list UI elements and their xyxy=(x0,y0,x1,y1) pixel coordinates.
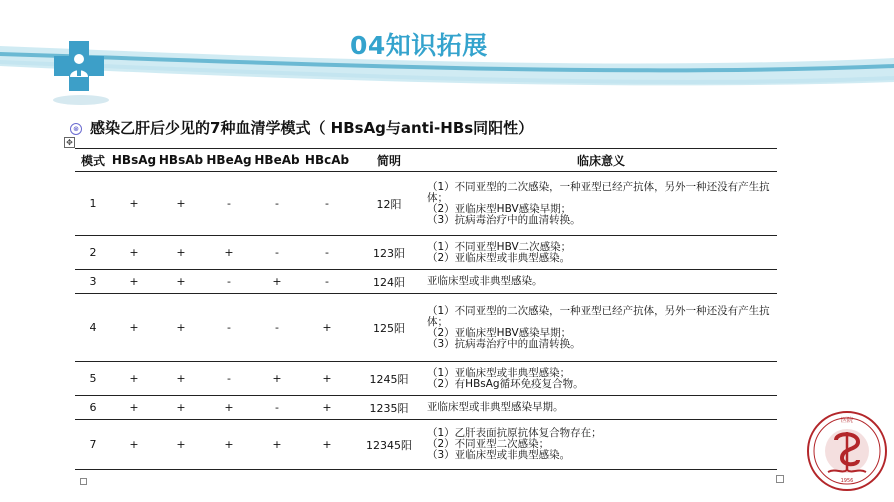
marker-cell: + xyxy=(301,362,353,396)
marker-cell: + xyxy=(111,396,157,420)
code-cell: 1235阳 xyxy=(353,396,425,420)
meaning-line: （2）亚临床型或非典型感染。 xyxy=(427,251,571,264)
marker-cell: + xyxy=(111,420,157,470)
code-cell: 125阳 xyxy=(353,294,425,362)
marker-cell: - xyxy=(205,270,253,294)
mode-cell: 5 xyxy=(75,362,111,396)
marker-cell: + xyxy=(205,420,253,470)
meaning-line: （2）有HBsAg循环免疫复合物。 xyxy=(427,377,584,390)
meaning-cell xyxy=(425,362,777,396)
table-row xyxy=(75,294,777,362)
subtitle-text: 感染乙肝后少见的7种血清学模式（ HBsAg与anti-HBs同阳性） xyxy=(90,119,534,137)
meaning-cell xyxy=(425,396,777,420)
marker-cell: + xyxy=(157,172,205,236)
resize-handle-corner[interactable] xyxy=(776,475,784,483)
mode-cell: 4 xyxy=(75,294,111,362)
table-row xyxy=(75,420,777,470)
table-row xyxy=(75,172,777,236)
badge-shadow xyxy=(46,92,116,112)
doctor-badge-icon xyxy=(54,41,104,91)
svg-text:医院: 医院 xyxy=(840,417,854,424)
marker-cell: - xyxy=(205,362,253,396)
marker-cell: - xyxy=(301,270,353,294)
meaning-line: （3）亚临床型或非典型感染。 xyxy=(427,449,571,461)
meaning-cell xyxy=(425,294,777,362)
marker-cell: + xyxy=(301,396,353,420)
marker-cell: + xyxy=(205,396,253,420)
subtitle xyxy=(70,117,533,138)
code-cell: 12阳 xyxy=(353,172,425,236)
mode-cell: 3 xyxy=(75,270,111,294)
meaning-line: （1）亚临床型或非典型感染； xyxy=(427,366,571,379)
marker-cell: + xyxy=(157,396,205,420)
marker-cell: + xyxy=(111,270,157,294)
meaning-line: （1）不同亚型HBV二次感染； xyxy=(427,240,572,253)
meaning-line: （3）抗病毒治疗中的血清转换。 xyxy=(427,337,581,350)
marker-cell: + xyxy=(253,270,301,294)
meaning-line: （3）抗病毒治疗中的血清转换。 xyxy=(427,213,581,226)
meaning-line: （2）亚临床型HBV感染早期； xyxy=(427,202,572,215)
resize-handle-left[interactable] xyxy=(80,478,87,485)
meaning-cell xyxy=(425,236,777,270)
marker-cell: + xyxy=(111,172,157,236)
mode-cell: 2 xyxy=(75,236,111,270)
column-header: HBsAb xyxy=(157,149,205,172)
table-row xyxy=(75,236,777,270)
marker-cell: - xyxy=(301,236,353,270)
meaning-line: （1）不同亚型的二次感染，一种亚型已经产抗体，另外一种还没有产生抗体； xyxy=(427,304,770,328)
marker-cell: - xyxy=(253,396,301,420)
marker-cell: + xyxy=(157,236,205,270)
mode-cell: 6 xyxy=(75,396,111,420)
marker-cell: + xyxy=(111,236,157,270)
column-header: HBeAb xyxy=(253,149,301,172)
marker-cell: - xyxy=(253,294,301,362)
meaning-line: 亚临床型或非典型感染。 xyxy=(427,275,543,287)
meaning-cell xyxy=(425,270,777,294)
marker-cell: + xyxy=(157,362,205,396)
marker-cell: - xyxy=(205,172,253,236)
marker-cell: + xyxy=(301,294,353,362)
marker-cell: + xyxy=(157,420,205,470)
marker-cell: - xyxy=(301,172,353,236)
table-row xyxy=(75,270,777,294)
marker-cell: - xyxy=(205,294,253,362)
column-header: 简明 xyxy=(353,149,425,172)
meaning-cell xyxy=(425,172,777,236)
marker-cell: + xyxy=(205,236,253,270)
table-row xyxy=(75,396,777,420)
hospital-logo xyxy=(806,410,888,492)
code-cell: 12345阳 xyxy=(353,420,425,470)
code-cell: 1245阳 xyxy=(353,362,425,396)
marker-cell: + xyxy=(111,294,157,362)
meaning-line: （1）乙肝表面抗原抗体复合物存在； xyxy=(427,427,602,439)
table-header-row xyxy=(75,149,777,172)
column-header: HBeAg xyxy=(205,149,253,172)
column-header: 模式 xyxy=(75,149,111,172)
svg-text:1956: 1956 xyxy=(840,478,854,484)
meaning-cell xyxy=(425,420,777,470)
serology-table xyxy=(75,148,777,470)
marker-cell: + xyxy=(157,270,205,294)
bullet-icon: ⊗ xyxy=(70,123,82,135)
marker-cell: + xyxy=(253,420,301,470)
mode-cell: 7 xyxy=(75,420,111,470)
table-row xyxy=(75,362,777,396)
marker-cell: + xyxy=(253,362,301,396)
slide-title: 04知识拓展 xyxy=(350,31,488,60)
marker-cell: + xyxy=(301,420,353,470)
code-cell: 123阳 xyxy=(353,236,425,270)
column-header: HBcAb xyxy=(301,149,353,172)
meaning-line: （2）亚临床型HBV感染早期； xyxy=(427,326,572,339)
mode-cell: 1 xyxy=(75,172,111,236)
code-cell: 124阳 xyxy=(353,270,425,294)
table-move-handle-icon[interactable]: ✥ xyxy=(64,137,75,148)
meaning-line: 亚临床型或非典型感染早期。 xyxy=(427,401,564,413)
marker-cell: - xyxy=(253,172,301,236)
column-header: 临床意义 xyxy=(425,149,777,172)
marker-cell: + xyxy=(111,362,157,396)
marker-cell: - xyxy=(253,236,301,270)
marker-cell: + xyxy=(157,294,205,362)
column-header: HBsAg xyxy=(111,149,157,172)
meaning-line: （2）不同亚型二次感染； xyxy=(427,438,550,450)
meaning-line: （1）不同亚型的二次感染，一种亚型已经产抗体，另外一种还没有产生抗体； xyxy=(427,180,770,204)
